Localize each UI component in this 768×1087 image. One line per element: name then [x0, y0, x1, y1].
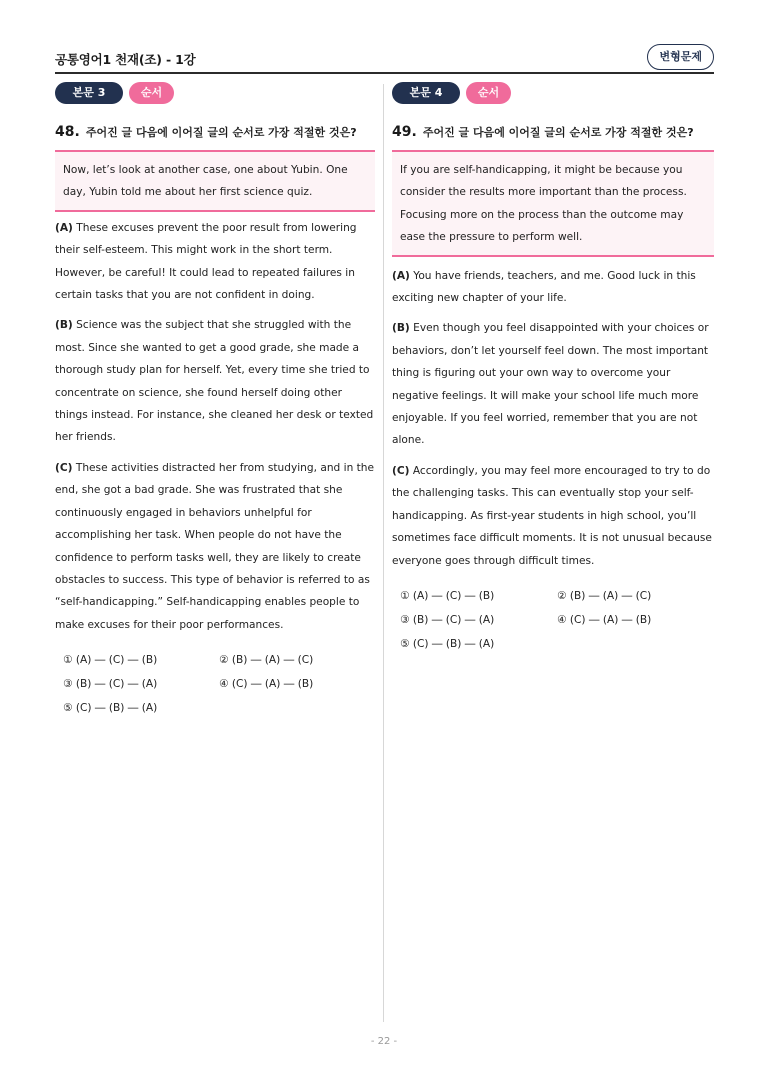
choice-3[interactable]: ③ (B) ― (C) ― (A): [400, 613, 495, 626]
section-tag: 본문 4: [392, 82, 460, 104]
question-49-column: [392, 82, 714, 656]
paragraph-label: (C): [392, 464, 410, 477]
question-number: 48.: [55, 124, 80, 140]
paragraph-c: [55, 457, 375, 636]
page-header: [55, 44, 714, 74]
page-number: - 22 -: [370, 1036, 398, 1047]
paragraph-label: (B): [55, 319, 73, 332]
choice-5[interactable]: ⑤ (C) ― (B) ― (A): [400, 637, 495, 650]
paragraph-label: (A): [55, 221, 73, 234]
header-badge: 변형문제: [647, 44, 714, 70]
paragraph-text: Science was the subject that she struggled with the most. Since she wanted to get a good grade, she made a thorough study plan for herself. Yet, every time she tried to concentrate on science, she found herself doing other things instead. For instance, she cleaned her desk or texted her friends.: [55, 319, 374, 444]
paragraph-text: These excuses prevent the poor result from lowering their self-esteem. This might work in the short term. However, be careful! It could lead to repeated failures in certain tasks that you are not confident in doing.: [55, 221, 357, 302]
answer-choices: [392, 584, 714, 656]
question-prompt: [55, 122, 375, 142]
paragraph-c: [392, 460, 714, 572]
column-divider: [383, 84, 384, 1022]
type-tag: 순서: [466, 82, 511, 104]
question-text: 주어진 글 다음에 이어질 글의 순서로 가장 적절한 것은?: [422, 126, 694, 139]
paragraph-a: [392, 265, 714, 310]
paragraph-b: [392, 317, 714, 451]
question-tags: [55, 82, 375, 104]
paragraph-text: Even though you feel disappointed with your choices or behaviors, don’t let yourself feel down. The most important thing is figuring out your own way to overcome your negative feelings. It will make your school life much more enjoyable. If you feel worried, remember that you are not alone.: [392, 322, 709, 447]
given-passage: Now, let’s look at another case, one about Yubin. One day, Yubin told me about her first science quiz.: [55, 150, 375, 212]
choice-4[interactable]: ④ (C) ― (A) ― (B): [219, 678, 314, 691]
paragraph-b: [55, 314, 375, 448]
paragraph-label: (A): [392, 269, 410, 282]
question-prompt: [392, 122, 714, 142]
choice-1[interactable]: ① (A) ― (C) ― (B): [400, 589, 495, 602]
choice-2[interactable]: ② (B) ― (A) ― (C): [557, 589, 652, 602]
header-rule: [55, 72, 714, 74]
paragraph-label: (C): [55, 461, 73, 474]
choice-2[interactable]: ② (B) ― (A) ― (C): [219, 654, 314, 667]
paragraph-text: You have friends, teachers, and me. Good luck in this exciting new chapter of your life.: [392, 269, 696, 305]
section-tag: 본문 3: [55, 82, 123, 104]
given-passage: If you are self-handicapping, it might be because you consider the results more important than the process. Focusing more on the process than the outcome may ease the pressure to perform well.: [392, 150, 714, 257]
choice-3[interactable]: ③ (B) ― (C) ― (A): [63, 678, 158, 691]
choice-1[interactable]: ① (A) ― (C) ― (B): [63, 654, 158, 667]
question-tags: [392, 82, 714, 104]
type-tag: 순서: [129, 82, 174, 104]
answer-choices: [55, 648, 375, 720]
choice-4[interactable]: ④ (C) ― (A) ― (B): [557, 613, 652, 626]
paragraph-text: Accordingly, you may feel more encouraged to try to do the challenging tasks. This can eventually stop your self-handicapping. As first-year students in high school, you’ll sometimes face difficult moments. It is not unusual because everyone goes through difficult times.: [392, 464, 712, 567]
question-text: 주어진 글 다음에 이어질 글의 순서로 가장 적절한 것은?: [85, 126, 357, 139]
paragraph-a: [55, 217, 375, 307]
paragraph-text: These activities distracted her from studying, and in the end, she got a bad grade. She was frustrated that she continuously engaged in behaviors unhelpful for accomplishing her task. When people do not have the confidence to perform tasks well, they are likely to create obstacles to success. This type of behavior is referred to as “self-handicapping.” Self-handicapping enables people to make excuses for their poor performances.: [55, 461, 375, 631]
choice-5[interactable]: ⑤ (C) ― (B) ― (A): [63, 702, 158, 715]
question-48-column: [55, 82, 375, 720]
paragraph-label: (B): [392, 322, 410, 335]
question-number: 49.: [392, 124, 417, 140]
header-title: 공통영어1 천재(조) - 1강: [55, 52, 196, 67]
